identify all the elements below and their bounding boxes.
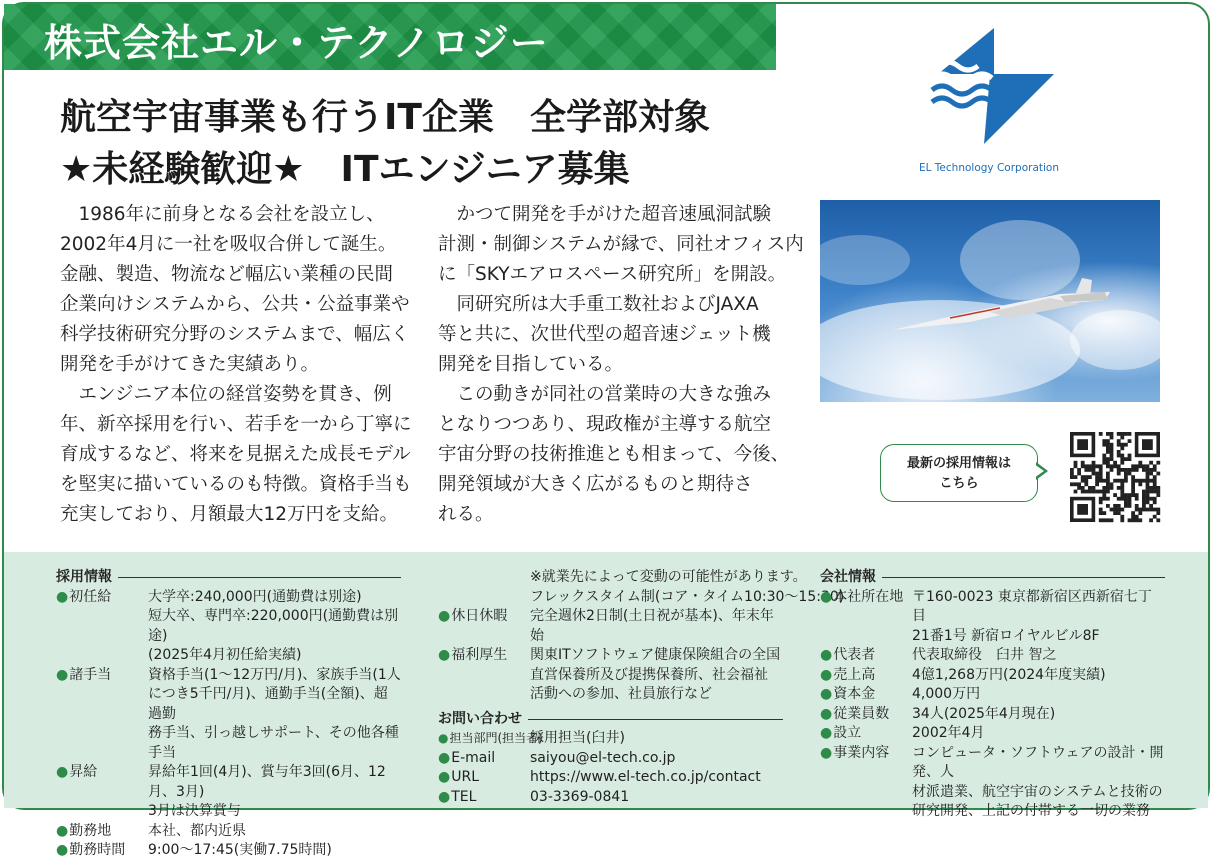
body-line: 企業向けシステムから、公共・公益事業や	[60, 294, 410, 315]
company-row-sales	[820, 666, 1165, 686]
field-label: ● 資本金	[820, 685, 912, 705]
latest-recruit-info-callout	[880, 444, 1038, 502]
contact-row-url	[438, 768, 783, 788]
body-line: を堅実に描いているのも特徴。資格手当も	[60, 474, 412, 495]
body-line: れる。	[438, 504, 494, 525]
divider	[118, 577, 401, 578]
field-value: 関東ITソフトウェア健康保険組合の全国 直営保養所及び提携保養所、社会福祉 活動への参加、社員旅行など	[530, 647, 781, 702]
field-label: ● 売上高	[820, 666, 912, 686]
url-link[interactable]: https://www.el-tech.co.jp/contact	[530, 769, 761, 785]
company-info-section	[820, 568, 1165, 822]
field-label: ● 事業内容	[820, 744, 912, 822]
body-line: に「SKYエアロスペース研究所」を開設。	[438, 264, 787, 285]
body-line: 1986年に前身となる会社を設立し、	[60, 204, 385, 225]
company-banner	[4, 4, 776, 70]
field-value: 34人(2025年4月現在)	[912, 705, 1056, 722]
supersonic-jet-photo	[820, 200, 1160, 402]
field-label: ● TEL	[438, 788, 530, 808]
body-line: かつて開発を手がけた超音速風洞試験	[438, 204, 772, 225]
field-value: コンピュータ・ソフトウェアの設計・開発、人 材派遣業、航空宇宙のシステムと技術の 研究開発、上記の付帯する一切の業務	[912, 744, 1164, 819]
body-line: 開発を目指している。	[438, 354, 624, 375]
recruit-info-header	[56, 568, 401, 588]
company-row-employees	[820, 705, 1165, 725]
recruit-row-raise	[56, 763, 401, 822]
field-label: ● 昇給	[56, 763, 148, 822]
company-info-header	[820, 568, 1165, 588]
callout-tail-inner	[1034, 464, 1044, 478]
body-line: 宇宙分野の技術推進とも相まって、今後、	[438, 444, 790, 465]
contact-row-email	[438, 749, 783, 769]
field-value: 2002年4月	[912, 725, 985, 741]
field-value: 本社、都内近県	[148, 822, 246, 839]
row-benefits	[438, 646, 783, 705]
field-label: ● 勤務地	[56, 822, 148, 842]
company-row-address	[820, 588, 1165, 647]
body-line: となりつつあり、現政権が主導する航空	[438, 414, 772, 435]
body-line: エンジニア本位の経営姿勢を貫き、例	[60, 384, 392, 405]
field-value: 資格手当(1～12万円/月)、家族手当(1人 につき5千円/月)、通勤手当(全額)、超過勤 務手当、引っ越しサポート、その他各種手当	[148, 666, 401, 761]
field-label: ● 設立	[820, 724, 912, 744]
company-row-business	[820, 744, 1165, 822]
contact-row-tel	[438, 788, 783, 808]
note-variable: ※就業先によって変動の可能性があります。	[530, 569, 807, 585]
field-label: ● 福利厚生	[438, 646, 530, 705]
field-value: 9:00～17:45(実働7.75時間)	[148, 842, 332, 858]
field-value: 代表取締役 臼井 智之	[912, 647, 1057, 663]
field-label: ● 初任給	[56, 588, 148, 666]
body-line: 等と共に、次世代型の超音速ジェット機	[438, 324, 771, 345]
callout-line-1: 最新の採用情報は	[906, 456, 1011, 471]
field-label: ● 勤務時間	[56, 841, 148, 861]
field-value: 〒160-0023 東京都新宿区西新宿七丁目 21番1号 新宿ロイヤルビル8F	[912, 588, 1152, 644]
company-name: 株式会社エル・テクノロジー	[44, 21, 549, 65]
field-label: ● 諸手当	[56, 666, 148, 764]
recruit-info-section	[56, 568, 401, 861]
body-line: 計測・制御システムが縁で、同社オフィス内	[438, 234, 804, 255]
company-row-founded	[820, 724, 1165, 744]
headline	[60, 92, 710, 196]
body-line: 育成するなど、将来を見据えた成長モデル	[60, 444, 411, 465]
field-value: 4,000万円	[912, 686, 981, 702]
email-link[interactable]: saiyou@el-tech.co.jp	[530, 749, 676, 766]
field-label: ● 従業員数	[820, 705, 912, 725]
field-label: ● 担当部門(担当者)	[438, 729, 530, 749]
phone-link[interactable]: 03-3369-0841	[530, 788, 630, 805]
recruit-row-location	[56, 822, 401, 842]
company-row-capital	[820, 685, 1165, 705]
body-line: 充実しており、月額最大12万円を支給。	[60, 504, 399, 525]
body-text-right	[438, 200, 804, 530]
headline-line-2: ★未経験歓迎★ ITエンジニア募集	[60, 149, 630, 190]
contact-row-person	[438, 729, 783, 749]
body-text-left	[60, 200, 412, 530]
company-row-ceo	[820, 646, 1165, 666]
recruit-info-title: 採用情報	[56, 569, 112, 585]
field-label: ● URL	[438, 768, 530, 788]
field-label: ● 本社所在地	[820, 588, 912, 647]
recruit-row-hours	[56, 841, 401, 861]
company-info-title: 会社情報	[820, 569, 876, 585]
welfare-section	[438, 568, 845, 807]
field-label: ● 休日休暇	[438, 607, 530, 646]
body-line: 開発を手がけてきた実績あり。	[60, 354, 320, 375]
field-value: 採用担当(臼井)	[530, 730, 625, 746]
body-line: 2002年4月に一社を吸収合併して誕生。	[60, 234, 397, 255]
field-value: 大学卒:240,000円(通勤費は別途) 短大卒、専門卒:220,000円(通勤費は別途) (2025年4月初任給実績)	[148, 588, 399, 663]
flex-note	[438, 568, 845, 607]
info-panel	[4, 552, 1208, 858]
callout-line-2: こちら	[939, 476, 979, 491]
field-label: ● E-mail	[438, 749, 530, 769]
recruit-row-allowance	[56, 666, 401, 764]
contact-title: お問い合わせ	[438, 710, 522, 727]
company-logo	[924, 26, 1064, 146]
contact-header	[438, 710, 783, 730]
body-line: この動きが同社の営業時の大きな強み	[438, 384, 772, 405]
recruit-row-salary	[56, 588, 401, 666]
field-label: ● 代表者	[820, 646, 912, 666]
logo-caption: EL Technology Corporation	[918, 162, 1059, 174]
field-value: 昇給年1回(4月)、賞与年3回(6月、12月、3月) 3月は決算賞与	[148, 764, 386, 819]
note-flextime: フレックスタイム制(コア・タイム10:30～15:30)	[530, 588, 845, 605]
body-line: 開発領域が大きく広がるものと期待さ	[438, 474, 753, 495]
qr-code[interactable]	[1070, 432, 1160, 522]
job-ad-card	[2, 2, 1210, 858]
row-holidays	[438, 607, 783, 646]
body-line: 科学技術研究分野のシステムまで、幅広く	[60, 324, 410, 345]
field-value: 完全週休2日制(土日祝が基本)、年末年始	[530, 608, 774, 644]
body-line: 同研究所は大手重工数社およびJAXA	[438, 294, 759, 315]
divider	[528, 719, 783, 720]
field-value: 4億1,268万円(2024年度実績)	[912, 666, 1106, 683]
divider	[882, 577, 1165, 578]
body-line: 金融、製造、物流など幅広い業種の民間	[60, 264, 394, 285]
body-line: 年、新卒採用を行い、若手を一から丁寧に	[60, 414, 412, 435]
headline-line-1: 航空宇宙事業も行うIT企業 全学部対象	[60, 97, 710, 138]
